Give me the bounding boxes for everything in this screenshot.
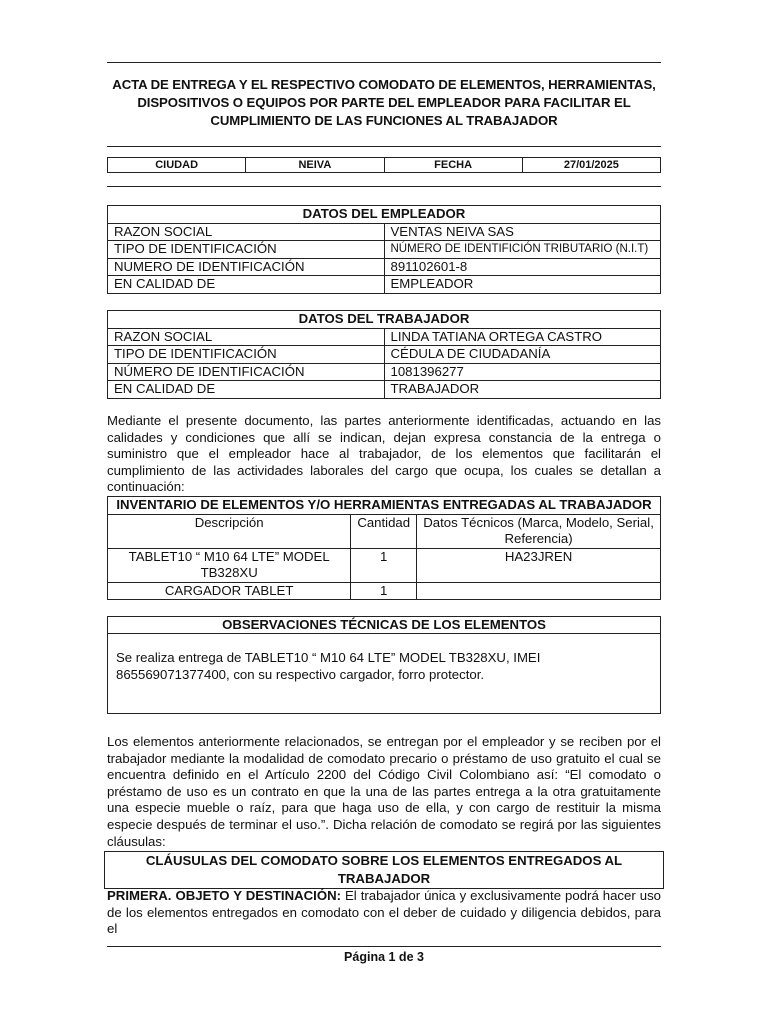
empleador-value: 891102601-8 — [384, 258, 661, 276]
table-row — [108, 582, 661, 600]
trabajador-label: EN CALIDAD DE — [108, 381, 385, 399]
trabajador-value: 1081396277 — [384, 363, 661, 381]
trabajador-value: TRABAJADOR — [384, 381, 661, 399]
trabajador-value: CÉDULA DE CIUDADANÍA — [384, 346, 661, 364]
comodato-paragraph: Los elementos anteriormente relacionados, se entregan por el empleador y se reciben por el trabajador mediante la modalidad de comodato precario o préstamo de uso gratuito el cual se encuentra definido en el Artículo 2200 del Código Civil Colombiano así: “El comodato o préstamo de uso es un contrato en que la una de las partes entrega a la otra gratuitamente una especie mueble o raíz, para que haga uso de ella, y con cargo de restituir la misma especie después de terminar el uso.”. Dicha relación de comodato se regirá por las siguientes cláusulas: — [107, 734, 661, 849]
page-number: Página 1 de 3 — [344, 950, 424, 964]
primera-label: PRIMERA. OBJETO Y DESTINACIÓN: — [107, 888, 341, 903]
empleador-value: VENTAS NEIVA SAS — [384, 223, 661, 241]
trabajador-value: LINDA TATIANA ORTEGA CASTRO — [384, 328, 661, 346]
trabajador-heading: DATOS DEL TRABAJADOR — [108, 311, 661, 329]
empleador-label: TIPO DE IDENTIFICACIÓN — [108, 241, 385, 259]
primera-text: El trabajador única y exclusivamente podrá hacer uso de los elementos entregados en comodato con el deber de cuidado y diligencia debidos, para el — [107, 888, 661, 937]
title-rule — [107, 146, 661, 147]
fecha-value: 27/01/2025 — [522, 158, 660, 173]
observaciones-box — [107, 616, 661, 714]
header-rule — [107, 186, 661, 187]
fecha-label: FECHA — [384, 158, 522, 173]
clausulas-heading: CLÁUSULAS DEL COMODATO SOBRE LOS ELEMENTOS ENTREGADOS AL TRABAJADOR — [104, 851, 664, 889]
inventario-table — [107, 496, 661, 600]
item-datos — [417, 582, 661, 600]
table-row — [108, 548, 661, 582]
item-descripcion: CARGADOR TABLET — [108, 582, 351, 600]
empleador-table — [107, 205, 661, 294]
empleador-label: EN CALIDAD DE — [108, 276, 385, 294]
trabajador-table — [107, 310, 661, 399]
item-cantidad: 1 — [351, 582, 417, 600]
item-cantidad: 1 — [351, 548, 417, 582]
column-header: Descripción — [108, 514, 351, 548]
intro-paragraph: Mediante el presente documento, las partes anteriormente identificadas, actuando en las calidades y condiciones que allí se indican, dejan expresa constancia de la entrega o suministro que el empleador hace al trabajador, de los elementos que facilitarán el cumplimiento de las actividades laborales del cargo que ocupa, los cuales se detallan a continuación: — [107, 413, 661, 495]
empleador-label: NUMERO DE IDENTIFICACIÓN — [108, 258, 385, 276]
primera-clausula — [107, 888, 661, 938]
empleador-heading: DATOS DEL EMPLEADOR — [108, 206, 661, 224]
document-title: ACTA DE ENTREGA Y EL RESPECTIVO COMODATO DE ELEMENTOS, HERRAMIENTAS, DISPOSITIVOS O EQUIPOS POR PARTE DEL EMPLEADOR PARA FACILITAR EL CUMPLIMIENTO DE LAS FUNCIONES AL TRABAJADOR — [112, 77, 656, 128]
top-rule — [107, 62, 661, 63]
trabajador-label: NÚMERO DE IDENTIFICACIÓN — [108, 363, 385, 381]
observaciones-heading: OBSERVACIONES TÉCNICAS DE LOS ELEMENTOS — [108, 617, 660, 634]
ciudad-label: CIUDAD — [108, 158, 246, 173]
empleador-value: EMPLEADOR — [384, 276, 661, 294]
item-datos: HA23JREN — [417, 548, 661, 582]
trabajador-label: RAZON SOCIAL — [108, 328, 385, 346]
inventario-heading: INVENTARIO DE ELEMENTOS Y/O HERRAMIENTAS ENTREGADAS AL TRABAJADOR — [108, 497, 661, 515]
item-descripcion: TABLET10 “ M10 64 LTE” MODEL TB328XU — [108, 548, 351, 582]
empleador-value: NÚMERO DE IDENTIFICIÓN TRIBUTARIO (N.I.T) — [384, 241, 661, 259]
trabajador-label: TIPO DE IDENTIFICACIÓN — [108, 346, 385, 364]
column-header: Datos Técnicos (Marca, Modelo, Serial, Referencia) — [417, 514, 661, 548]
observaciones-text: Se realiza entrega de TABLET10 “ M10 64 LTE” MODEL TB328XU, IMEI 865569071377400, con su respectivo cargador, forro protector. — [116, 650, 541, 682]
empleador-label: RAZON SOCIAL — [108, 223, 385, 241]
city-date-table — [107, 157, 661, 173]
column-header: Cantidad — [351, 514, 417, 548]
footer-rule — [107, 946, 661, 947]
ciudad-value: NEIVA — [246, 158, 384, 173]
